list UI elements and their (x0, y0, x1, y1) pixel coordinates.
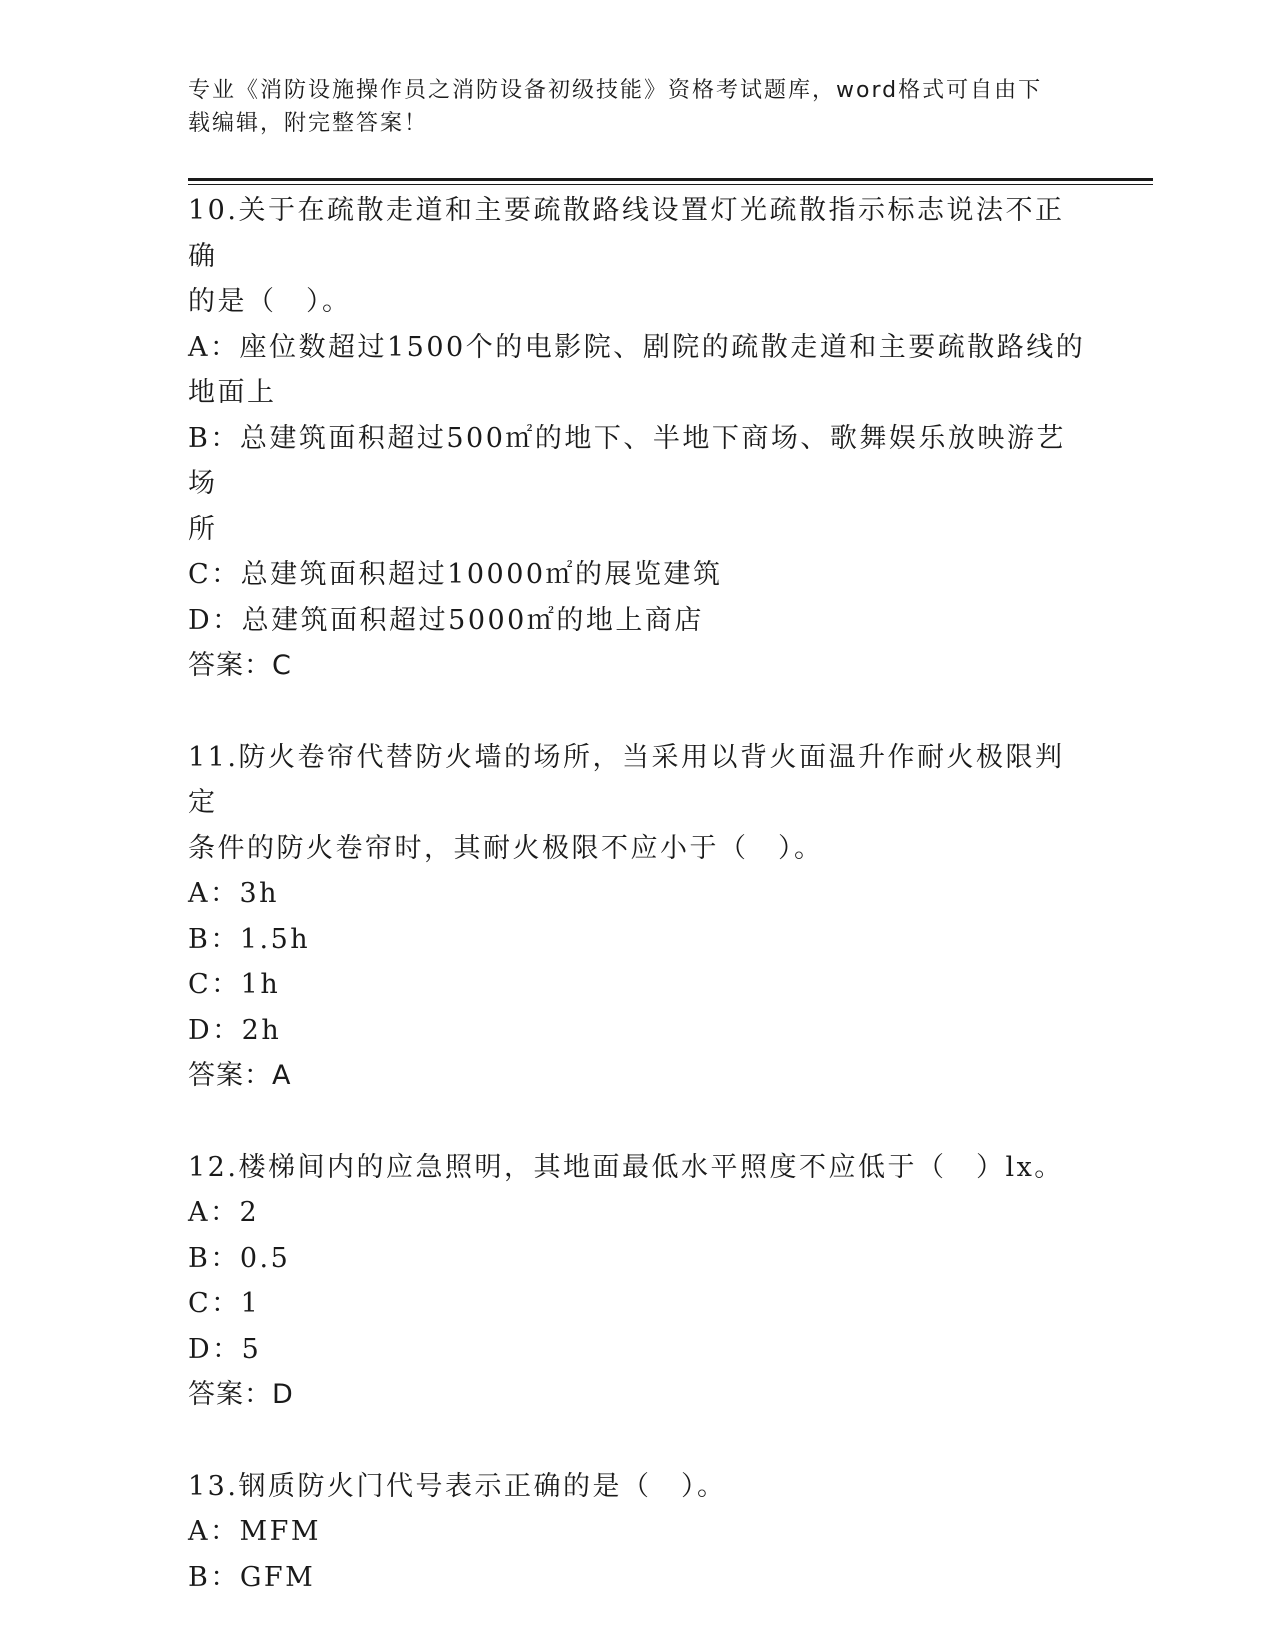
question-13 (188, 1464, 1088, 1601)
header-line-2: 载编辑，附完整答案！ (188, 111, 429, 136)
question-11 (188, 735, 1088, 1099)
option-d: D：总建筑面积超过5000㎡的地上商店 (188, 604, 704, 636)
option-a: 地面上 (188, 377, 277, 408)
question-stem: 的是（ ）。 (188, 286, 352, 317)
question-list (188, 188, 1088, 1600)
option-c: C：1 (188, 1288, 261, 1319)
header-divider-thick (188, 178, 1153, 181)
option-b: B：GFM (188, 1561, 316, 1593)
header-divider-thin (188, 184, 1153, 185)
option-a: A：3h (188, 878, 280, 909)
option-a: A：2 (188, 1197, 260, 1228)
option-b: 所 (188, 513, 218, 545)
question-stem: 条件的防火卷帘时，其耐火极限不应小于（ ）。 (188, 832, 824, 864)
option-b: B：1.5h (188, 923, 311, 955)
question-stem: 10.关于在疏散走道和主要疏散路线设置灯光疏散指示标志说法不正确 (188, 195, 1065, 272)
option-d: D：2h (188, 1014, 282, 1046)
option-c: C：1h (188, 969, 281, 1000)
option-a: A：MFM (188, 1516, 322, 1547)
option-c: C：总建筑面积超过10000㎡的展览建筑 (188, 559, 723, 590)
option-a: A：座位数超过1500个的电影院、剧院的疏散走道和主要疏散路线的 (188, 331, 1086, 363)
header-line-1: 专业《消防设施操作员之消防设备初级技能》资格考试题库，word格式可自由下 (188, 78, 1043, 103)
question-stem: 13.钢质防火门代号表示正确的是（ ）。 (188, 1470, 727, 1502)
question-10 (188, 188, 1088, 689)
option-b: B：0.5 (188, 1242, 291, 1274)
option-b: B：总建筑面积超过500㎡的地下、半地下商场、歌舞娱乐放映游艺场 (188, 422, 1066, 499)
answer-line: 答案：C (188, 650, 292, 681)
question-12 (188, 1145, 1088, 1418)
document-header (188, 74, 1068, 140)
answer-line: 答案：D (188, 1379, 294, 1410)
question-stem: 11.防火卷帘代替防火墙的场所，当采用以背火面温升作耐火极限判定 (188, 741, 1065, 818)
option-d: D：5 (188, 1333, 262, 1365)
question-stem: 12.楼梯间内的应急照明，其地面最低水平照度不应低于（ ）lx。 (188, 1151, 1064, 1183)
answer-line: 答案：A (188, 1060, 292, 1091)
